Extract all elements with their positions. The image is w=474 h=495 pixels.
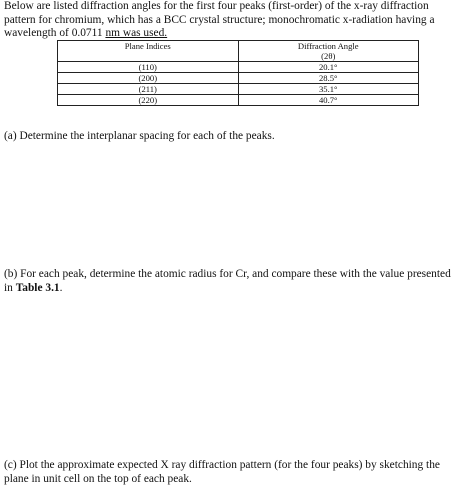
table-reference: Table 3.1 bbox=[15, 281, 60, 294]
table-row bbox=[58, 62, 419, 73]
angle-cell: 40.7° bbox=[238, 95, 419, 106]
plane-cell: (200) bbox=[58, 73, 239, 84]
question-c-line-1: (c) Plot the approximate expected X ray diffraction pattern (for the four peaks) by sketching the bbox=[4, 459, 440, 471]
question-b bbox=[4, 268, 470, 295]
angle-cell: 35.1° bbox=[238, 84, 419, 95]
wavelength-unit-text: nm was used. bbox=[105, 27, 168, 40]
question-c bbox=[4, 459, 470, 486]
table-row bbox=[58, 95, 419, 106]
diffraction-angle-header bbox=[238, 41, 419, 62]
intro-line-2: pattern for chromium, which has a BCC crystal structure; monochromatic x-radiation having a bbox=[4, 13, 435, 26]
intro-line-3 bbox=[4, 27, 470, 41]
angle-cell: 20.1° bbox=[238, 62, 419, 73]
question-b-line-2: in Table 3.1. bbox=[4, 281, 63, 294]
problem-statement bbox=[4, 0, 470, 41]
table-header-row bbox=[58, 41, 419, 62]
wavelength-text: wavelength of 0.0711 bbox=[4, 27, 106, 40]
plane-indices-header: Plane Indices bbox=[58, 41, 239, 62]
diffraction-table bbox=[57, 40, 419, 106]
angle-cell: 28.5° bbox=[238, 73, 419, 84]
question-a: (a) Determine the interplanar spacing for each of the peaks. bbox=[4, 130, 275, 142]
plane-cell: (220) bbox=[58, 95, 239, 106]
table-row bbox=[58, 84, 419, 95]
diffraction-angle-header-sub: (2θ) bbox=[321, 51, 336, 61]
diffraction-angle-header-title: Diffraction Angle bbox=[297, 41, 359, 51]
question-c-line-2: plane in unit cell on the top of each peak. bbox=[4, 472, 192, 485]
plane-cell: (211) bbox=[58, 84, 239, 95]
table-row bbox=[58, 73, 419, 84]
intro-line-1: Below are listed diffraction angles for the first four peaks (first-order) of the x-ray diffraction bbox=[4, 0, 429, 12]
question-b-line-1: (b) For each peak, determine the atomic radius for Cr, and compare these with the value presented bbox=[4, 268, 451, 280]
plane-cell: (110) bbox=[58, 62, 239, 73]
